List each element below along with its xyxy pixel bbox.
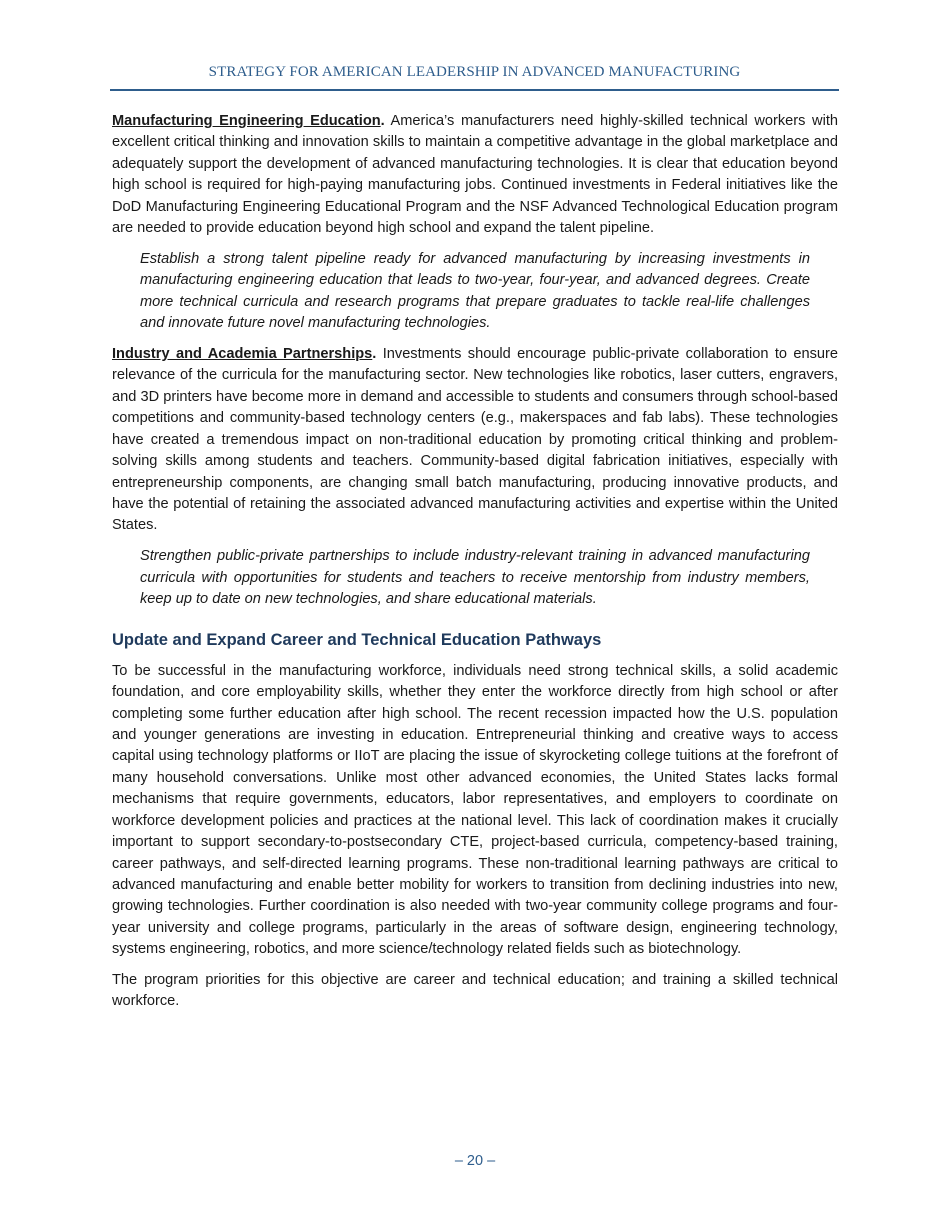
paragraph-body-text: America’s manufacturers need highly-skilled technical workers with excellent critical thinking and innovation skills to maintain a competitive advantage in the global marketplace and adequately support the development of advanced manufacturing technologies. It is clear that education beyond high school is required for high-paying manufacturing jobs. Continued investments in Federal initiatives like the DoD Manufacturing Engineering Educational Program and the NSF Advanced Technological Education program are needed to provide education beyond high school and expand the talent pipeline. bbox=[112, 113, 839, 237]
paragraph-lead-heading: Manufacturing Engineering Education bbox=[112, 113, 381, 129]
lead-period: . bbox=[380, 113, 385, 129]
paragraph-lead-heading: Industry and Academia Partnerships bbox=[112, 346, 373, 363]
page-content bbox=[112, 111, 838, 1022]
manufacturing-engineering-education-paragraph bbox=[112, 111, 838, 239]
recommendation-text: Establish a strong talent pipeline ready for advanced manufacturing by increasing investments in manufacturing engineering education that leads to two-year, four-year, and advanced degrees. Create more technical curricula and research programs that prepare graduates to tackle real-life challenges and innovate future novel manufacturing technologies. bbox=[140, 250, 810, 332]
page-number: – 20 – bbox=[454, 1153, 496, 1169]
lead-period: . bbox=[372, 346, 377, 363]
cte-pathways-paragraph: To be successful in the manufacturing workforce, individuals need strong technical skills, a solid academic foundation, and core employability skills, whether they enter the workforce directly from high school or after completing some further education after high school. The recent recession impacted how the U.S. population and younger generations are investing in education. Entrepreneurial thinking and creative ways to access capital using technology platforms or IIoT are placing the issue of skyrocketing college tuitions at the forefront of many household conversations. Unlike most other advanced economies, the United States lacks formal mechanisms that require governments, educators, labor representatives, and employers to coordinate on workforce development policies and practices at the national level. This lack of coordination makes it crucially important to support secondary-to-postsecondary CTE, project-based curricula, competency-based training, career pathways, and self-directed learning programs. These non-traditional learning pathways are critical to advanced manufacturing and enable better mobility for workers to transition from declining industries into new, growing technologies. Further coordination is also needed with two-year community college programs and four-year university and college programs, particularly in the areas of software design, engineering technology, systems engineering, robotics, and more science/technology related fields such as biotechnology. bbox=[112, 662, 838, 958]
header-rule bbox=[110, 89, 839, 91]
running-header: STRATEGY FOR AMERICAN LEADERSHIP IN ADVANCED MANUFACTURING bbox=[208, 64, 741, 80]
paragraph-body-text: Investments should encourage public-private collaboration to ensure relevance of the curricula for the manufacturing sector. New technologies like robotics, laser cutters, engravers, and 3D printers have become more in demand and accessible to students and consumers through school-based competitions and community-based technology centers (e.g., makerspaces and fab labs). These technologies have created a tremendous impact on non-traditional education by promoting critical thinking and problem-solving skills among students and teachers. Community-based digital fabrication initiatives, especially with entrepreneurship components, are changing small batch manufacturing, producing innovative products, and have the potential of retaining the associated advanced manufacturing activities and expertise within the United States. bbox=[112, 346, 838, 534]
industry-academia-partnerships-paragraph bbox=[112, 344, 838, 537]
recommendation-text: Strengthen public-private partnerships to include industry-relevant training in advanced manufacturing curricula with opportunities for students and teachers to receive mentorship from industry members, keep up to date on new technologies, and share educational materials. bbox=[140, 548, 810, 608]
program-priorities-paragraph: The program priorities for this objective are career and technical education; and training a skilled technical workforce. bbox=[112, 972, 838, 1010]
section-heading: Update and Expand Career and Technical Education Pathways bbox=[112, 631, 602, 650]
